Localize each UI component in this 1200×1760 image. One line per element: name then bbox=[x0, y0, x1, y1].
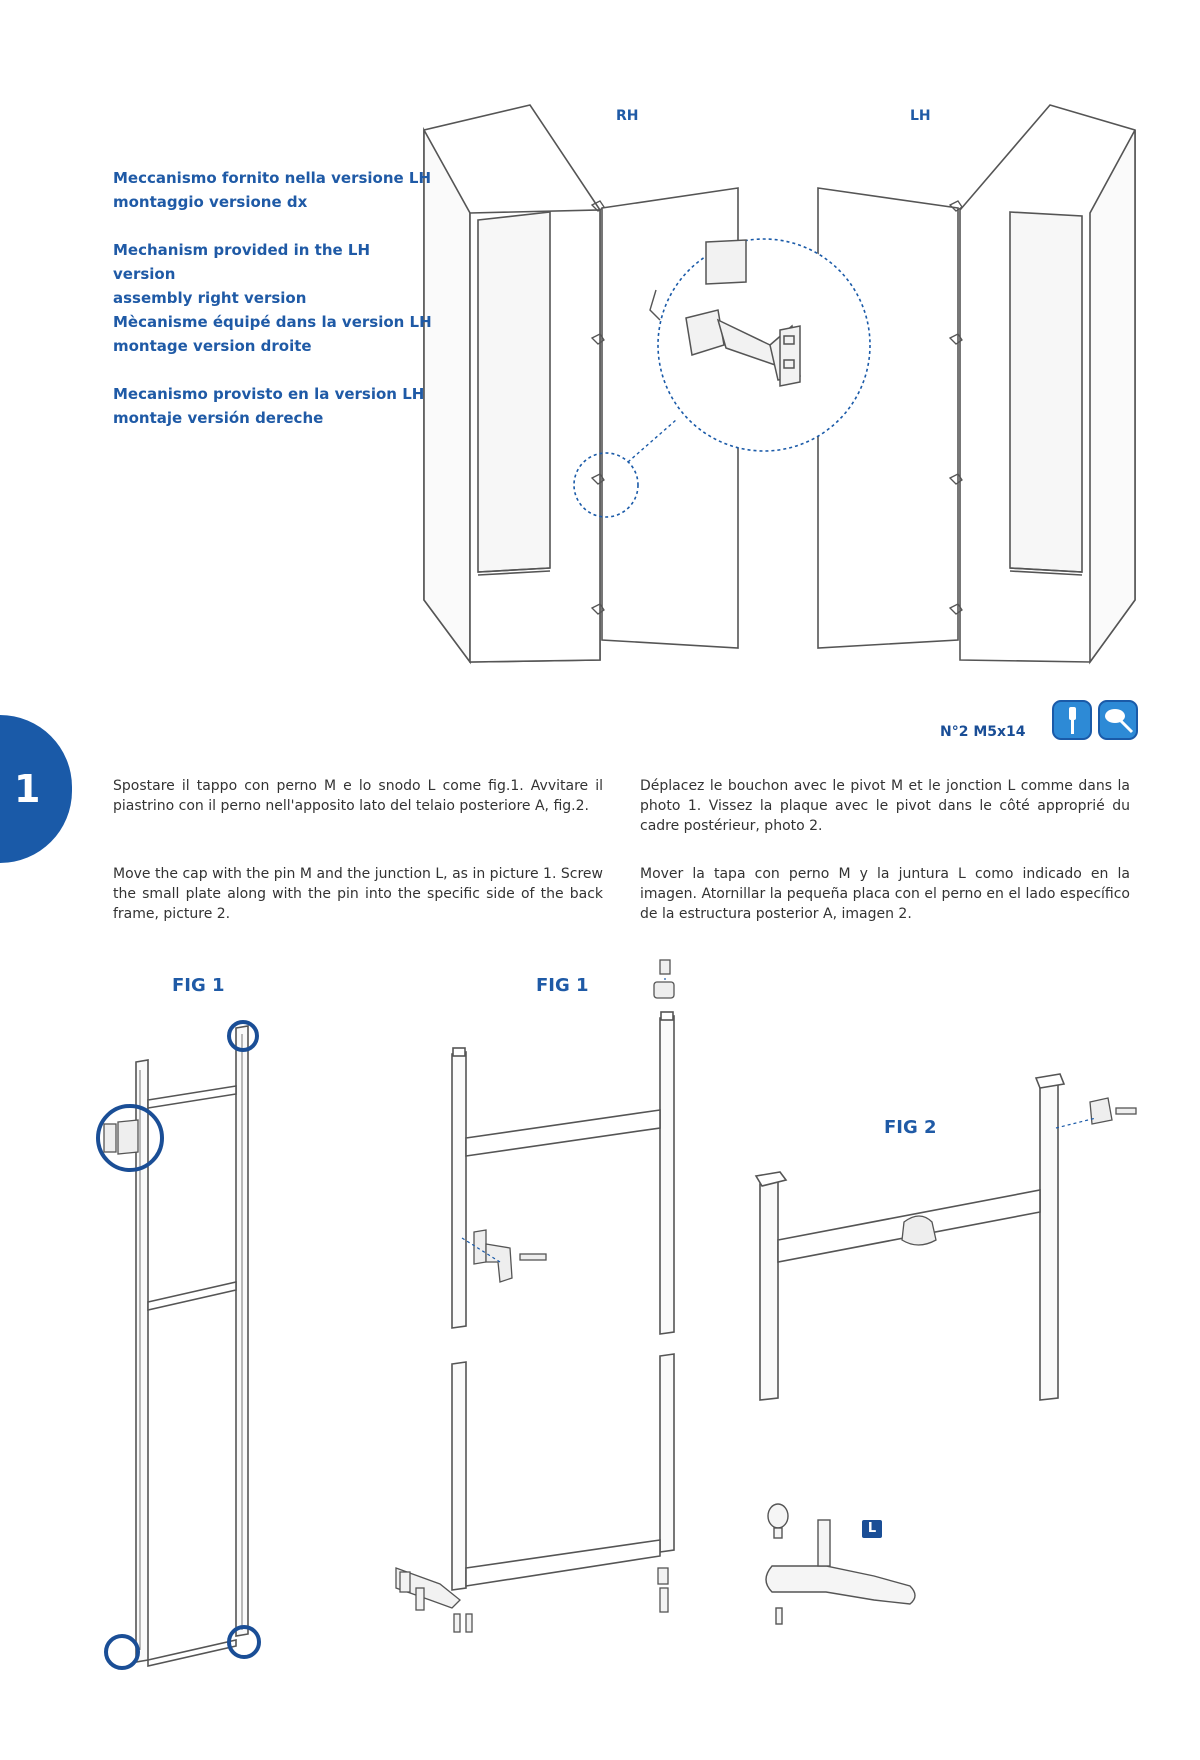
instruction-english: Move the cap with the pin M and the junction L, as in picture 1. Screw the small plate along with the pin into the specific side of the back frame, picture 2. bbox=[113, 866, 603, 922]
note-line: assembly right version bbox=[113, 289, 307, 307]
instruction-italian: Spostare il tappo con perno M e lo snodo L come fig.1. Avvitare il piastrino con il perno nell'apposito lato del telaio posteriore A, fig.2. bbox=[113, 778, 603, 814]
fig1-middle-label: FIG 1 bbox=[536, 975, 589, 996]
instruction-french: Déplacez le bouchon avec le pivot M et le jonction L comme dans la photo 1. Vissez la plaque avec le pivot dans le côté approprié du cadre postérieur, photo 2. bbox=[640, 778, 1130, 834]
fig1-left-label: FIG 1 bbox=[172, 975, 225, 996]
part-l-tag: L bbox=[862, 1520, 882, 1538]
instruction-spanish: Mover la tapa con perno M y la juntura L como indicado en la imagen. Atornillar la pequeña placa con el perno en el lado específico de la estructura posterior A, imagen 2. bbox=[640, 866, 1130, 922]
screws-label: N°2 M5x14 bbox=[940, 724, 1026, 740]
note-line: Meccanismo fornito nella versione LH bbox=[113, 169, 432, 187]
note-line: Mecanismo provisto en la version LH bbox=[113, 385, 425, 403]
fig2-label: FIG 2 bbox=[884, 1117, 937, 1138]
note-line: Mècanisme équipé dans la version LH bbox=[113, 313, 432, 331]
lh-label: LH bbox=[910, 108, 931, 124]
note-line: Mechanism provided in the LH version bbox=[113, 241, 371, 283]
note-line: montage version droite bbox=[113, 337, 312, 355]
note-line: montaje versión dereche bbox=[113, 409, 324, 427]
rh-label: RH bbox=[616, 108, 639, 124]
note-line: montaggio versione dx bbox=[113, 193, 308, 211]
step-number: 1 bbox=[14, 767, 41, 811]
